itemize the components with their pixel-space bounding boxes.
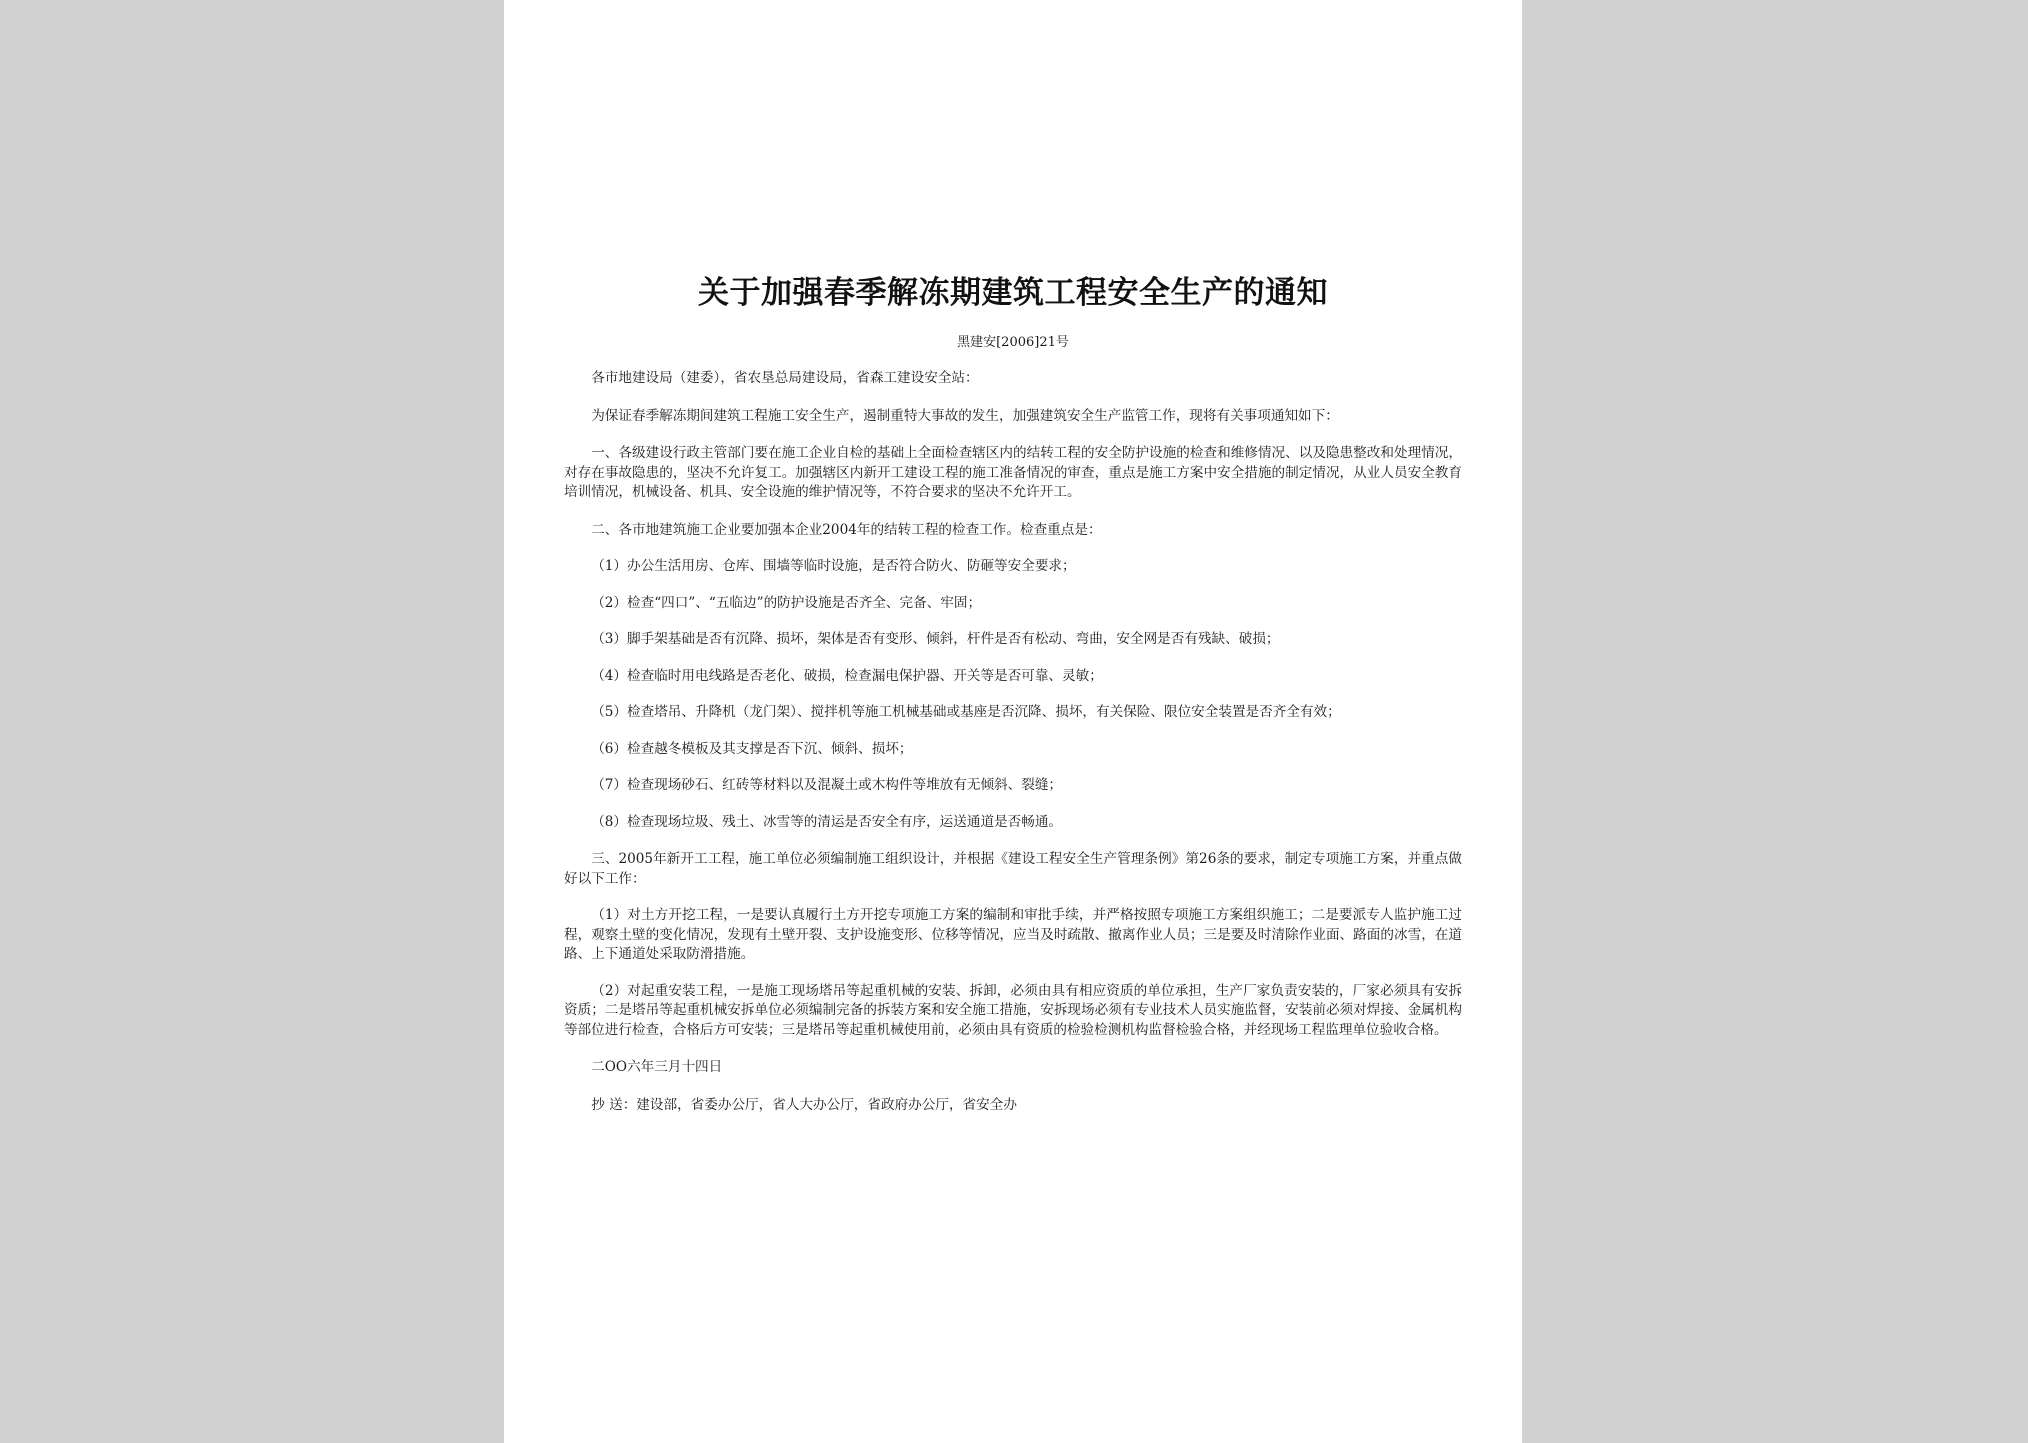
document-number: 黑建安[2006]21号 [957, 335, 1069, 350]
document-page [504, 0, 1522, 1443]
section-2-item-7: （7）检查现场砂石、红砖等材料以及混凝土或木构件等堆放有无倾斜、裂缝； [591, 777, 1063, 793]
document-date: 二OO六年三月十四日 [591, 1059, 723, 1075]
section-2-item-4: （4）检查临时用电线路是否老化、破损，检查漏电保护器、开关等是否可靠、灵敏； [591, 667, 1103, 684]
section-2-item-2: （2）检查“四口”、“五临边”的防护设施是否齐全、完备、牢固； [591, 594, 982, 611]
document-content [564, 270, 1462, 1115]
section-2-item-5: （5）检查塔吊、升降机（龙门架）、搅拌机等施工机械基础或基座是否沉降、损坏，有关保险、限位安全装置是否齐全有效； [591, 704, 1341, 720]
section-2-item-6: （6）检查越冬模板及其支撑是否下沉、倾斜、损坏； [591, 740, 913, 757]
section-3-item-2: （2）对起重安装工程，一是施工现场塔吊等起重机械的安装、拆卸，必须由具有相应资质的单位承担，生产厂家负责安装的，厂家必须具有安拆资质；二是塔吊等起重机械安拆单位必须编制完备的拆装方案和安全施工措施，安拆现场必须有专业技术人员实施监督，安装前必须对焊接、金属机构等部位进行检查，合格后方可安装；三是塔吊等起重机械使用前，必须由具有资质的检验检测机构监督检验合格，并经现场工程监理单位验收合格。 [564, 982, 1462, 1038]
document-title: 关于加强春季解冻期建筑工程安全生产的通知 [698, 275, 1328, 311]
section-2-paragraph: 二、各市地建筑施工企业要加强本企业2004年的结转工程的检查工作。检查重点是： [591, 521, 1102, 538]
section-2-item-1: （1）办公生活用房、仓库、围墙等临时设施，是否符合防火、防砸等安全要求； [591, 558, 1076, 574]
salutation: 各市地建设局（建委），省农垦总局建设局，省森工建设安全站： [591, 370, 979, 386]
section-2-item-3: （3）脚手架基础是否有沉降、损坏，架体是否有变形、倾斜，杆件是否有松动、弯曲，安全网是否有残缺、破损； [591, 631, 1280, 647]
section-2-item-8: （8）检查现场垃圾、残土、冰雪等的清运是否安全有序，运送通道是否畅通。 [591, 813, 1063, 830]
cc-line: 抄 送：建设部，省委办公厅，省人大办公厅，省政府办公厅，省安全办 [591, 1096, 1017, 1113]
section-1-paragraph: 一、各级建设行政主管部门要在施工企业自检的基础上全面检查辖区内的结转工程的安全防护设施的检查和维修情况、以及隐患整改和处理情况，对存在事故隐患的，坚决不允许复工。加强辖区内新开工建设工程的施工准备情况的审查，重点是施工方案中安全措施的制定情况，从业人员安全教育培训情况，机械设备、机具、安全设施的维护情况等，不符合要求的坚决不允许开工。 [564, 445, 1462, 500]
section-3-paragraph: 三、2005年新开工工程，施工单位必须编制施工组织设计，并根据《建设工程安全生产管理条例》第26条的要求，制定专项施工方案，并重点做好以下工作： [564, 851, 1462, 887]
intro-paragraph: 为保证春季解冻期间建筑工程施工安全生产，遏制重特大事故的发生，加强建筑安全生产监管工作，现将有关事项通知如下： [591, 407, 1339, 424]
section-3-item-1: （1）对土方开挖工程，一是要认真履行土方开挖专项施工方案的编制和审批手续，并严格按照专项施工方案组织施工；二是要派专人监护施工过程，观察土壁的变化情况，发现有土壁开裂、支护设施变形、位移等情况，应当及时疏散、撤离作业人员；三是要及时清除作业面、路面的冰雪，在道路、上下通道处采取防滑措施。 [564, 907, 1462, 962]
